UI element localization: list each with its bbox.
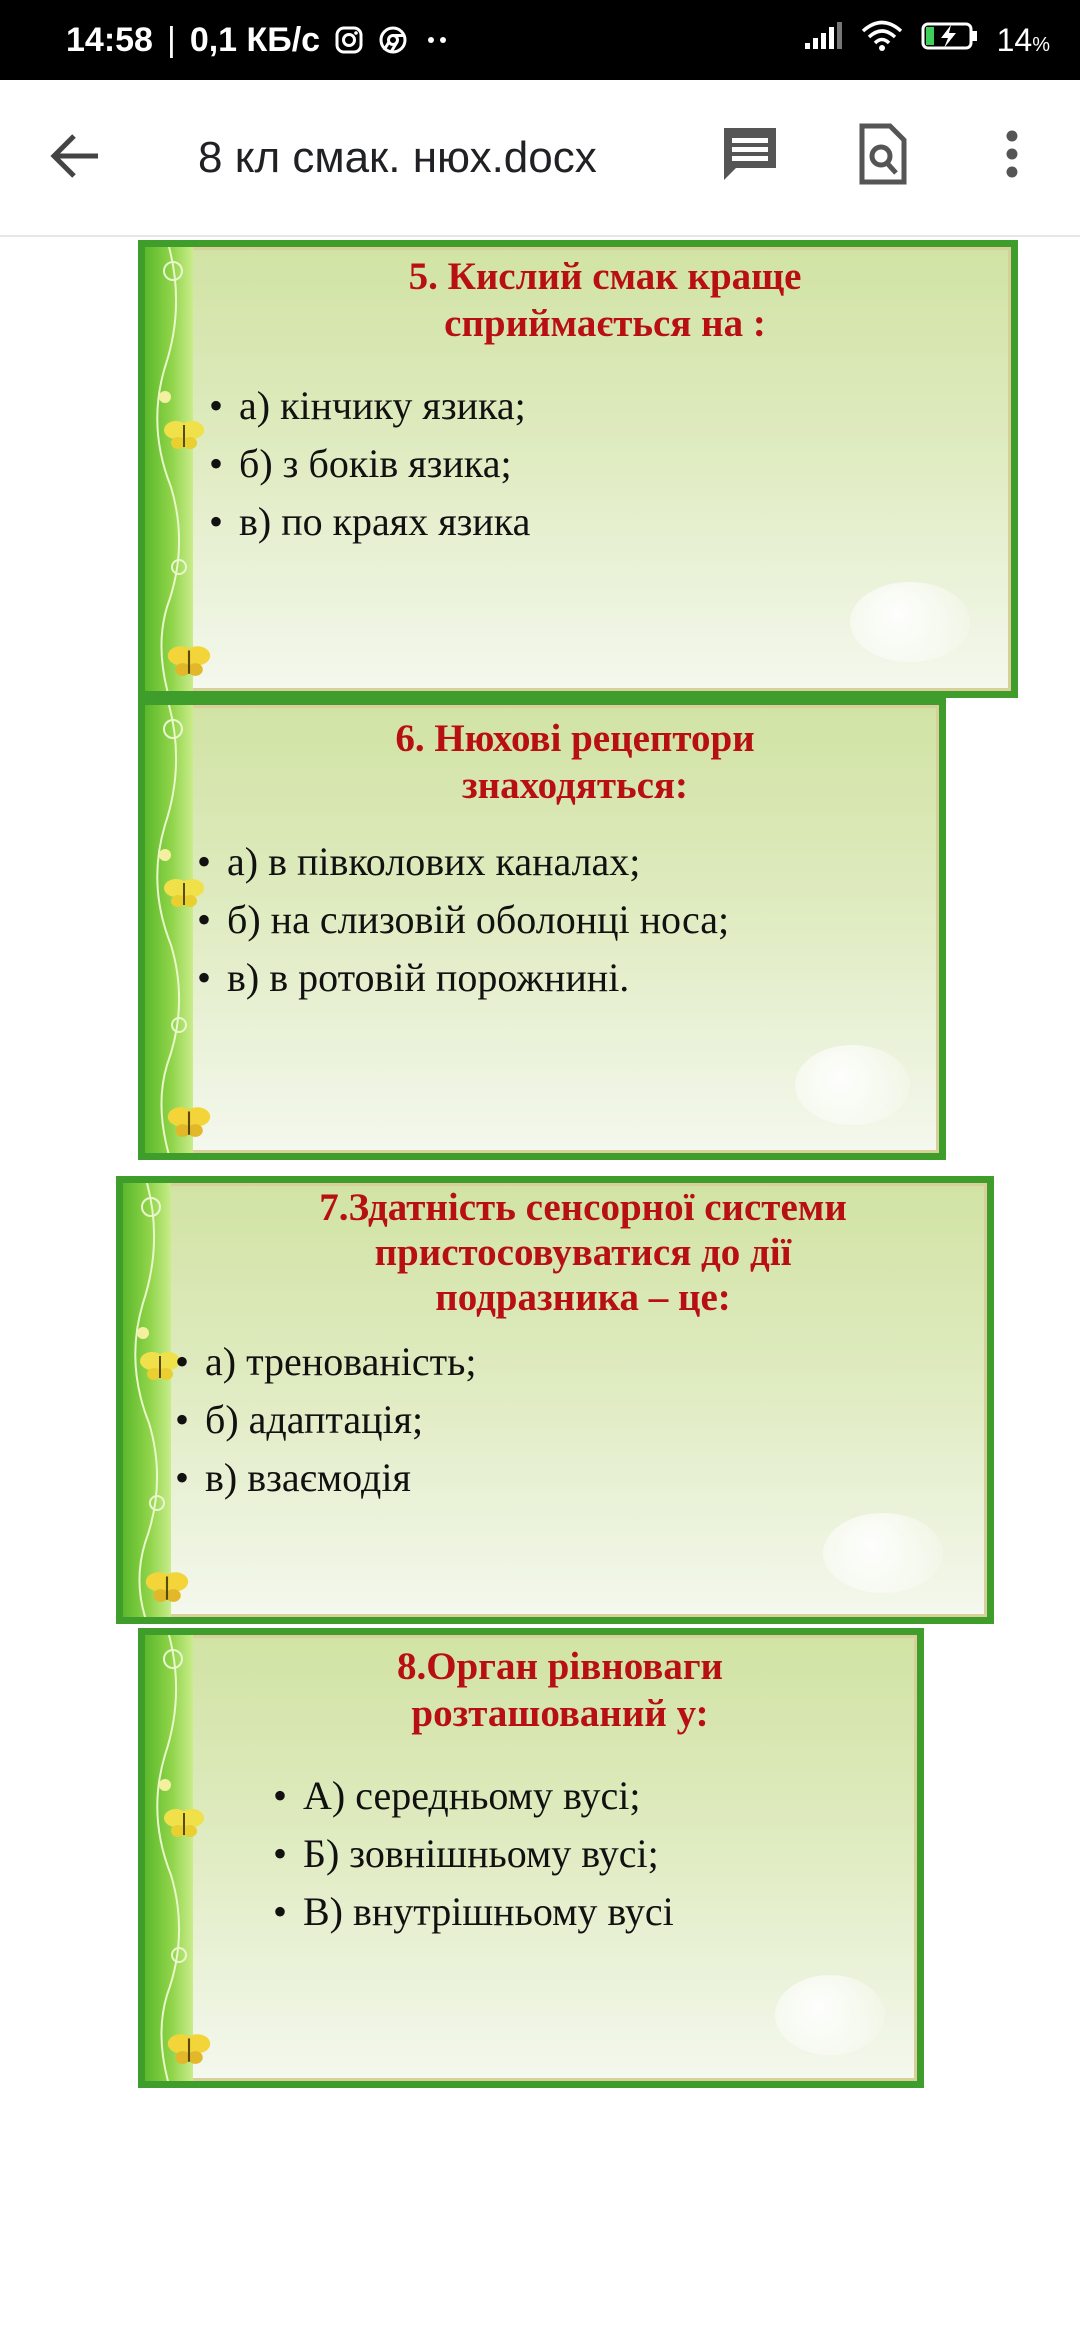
butterfly-icon bbox=[143, 1568, 191, 1609]
decorative-vine-strip bbox=[145, 1635, 193, 2081]
back-button[interactable] bbox=[48, 128, 104, 184]
decorative-bubble bbox=[795, 1045, 910, 1125]
heading-line: 5. Кислий смак краще bbox=[408, 255, 802, 298]
answer-options bbox=[197, 833, 729, 1007]
more-vert-icon bbox=[990, 122, 1034, 186]
answer-options bbox=[175, 1333, 476, 1507]
comment-button[interactable] bbox=[718, 122, 782, 186]
status-left bbox=[66, 0, 452, 80]
butterfly-icon bbox=[163, 417, 205, 456]
slide-heading bbox=[205, 715, 945, 809]
slide-7 bbox=[116, 1176, 994, 1624]
more-options-button[interactable] bbox=[990, 122, 1034, 186]
status-separator: | bbox=[166, 20, 176, 59]
wifi-icon bbox=[861, 20, 903, 60]
battery-percent: 14% bbox=[996, 21, 1050, 58]
battery-icon bbox=[921, 21, 979, 59]
status-bar bbox=[0, 0, 1080, 80]
answer-option: • В) внутрішньому вусі bbox=[273, 1889, 674, 1934]
slide-6 bbox=[138, 698, 946, 1160]
butterfly-icon bbox=[165, 1103, 213, 1144]
status-network-speed: 0,1 КБ/с bbox=[189, 20, 321, 59]
answer-option: • б) з боків язика; bbox=[209, 441, 512, 486]
answer-option: • в) по краях язика bbox=[209, 499, 531, 544]
chrome-icon bbox=[378, 25, 408, 55]
heading-line: 6. Нюхові рецептори bbox=[395, 717, 755, 760]
slide-heading bbox=[205, 253, 1005, 347]
decorative-vine-strip bbox=[145, 247, 193, 691]
answer-option: • А) середньому вусі; bbox=[273, 1773, 641, 1818]
find-in-page-button[interactable] bbox=[850, 122, 914, 186]
heading-line: знаходяться: bbox=[461, 764, 689, 807]
decorative-vine-strip bbox=[123, 1183, 171, 1617]
decorative-bubble bbox=[850, 582, 970, 662]
answer-options bbox=[273, 1767, 674, 1941]
find-in-page-icon bbox=[850, 122, 914, 186]
slide-5 bbox=[138, 240, 1018, 698]
heading-line: 7.Здатність сенсорної системи bbox=[319, 1186, 847, 1229]
slide-heading bbox=[178, 1185, 988, 1320]
answer-option: • б) на слизовій оболонці носа; bbox=[197, 897, 730, 942]
app-bar bbox=[0, 80, 1080, 237]
answer-option: • а) кінчику язика; bbox=[209, 383, 526, 428]
answer-option: • а) тренованість; bbox=[175, 1339, 477, 1384]
instagram-icon bbox=[334, 25, 364, 55]
answer-option: • б) адаптація; bbox=[175, 1397, 424, 1442]
slide-heading bbox=[200, 1643, 920, 1737]
heading-line: сприймається на : bbox=[444, 302, 766, 345]
slide-8 bbox=[138, 1628, 924, 2088]
more-dots-icon bbox=[422, 25, 452, 55]
document-title: 8 кл смак. нюх.docx bbox=[198, 133, 597, 182]
back-arrow-icon bbox=[48, 128, 104, 184]
answer-option: • а) в півколових каналах; bbox=[197, 839, 641, 884]
status-right bbox=[803, 0, 1050, 80]
heading-line: пристосовуватися до дії bbox=[374, 1231, 792, 1274]
butterfly-icon bbox=[163, 1805, 205, 1844]
status-time: 14:58 bbox=[66, 20, 153, 59]
butterfly-icon bbox=[165, 2030, 213, 2071]
signal-icon bbox=[803, 21, 843, 59]
heading-line: розташований у: bbox=[411, 1692, 709, 1735]
answer-option: • в) в ротовій порожнині. bbox=[197, 955, 630, 1000]
heading-line: подразника – це: bbox=[435, 1276, 731, 1319]
answer-options bbox=[209, 377, 530, 551]
heading-line: 8.Орган рівноваги bbox=[396, 1645, 724, 1688]
butterfly-icon bbox=[165, 642, 213, 683]
answer-option: • Б) зовнішньому вусі; bbox=[273, 1831, 659, 1876]
answer-option: • в) взаємодія bbox=[175, 1455, 411, 1500]
decorative-vine-strip bbox=[145, 705, 193, 1153]
decorative-bubble bbox=[823, 1513, 943, 1593]
decorative-bubble bbox=[775, 1975, 885, 2055]
comment-icon bbox=[718, 122, 782, 186]
